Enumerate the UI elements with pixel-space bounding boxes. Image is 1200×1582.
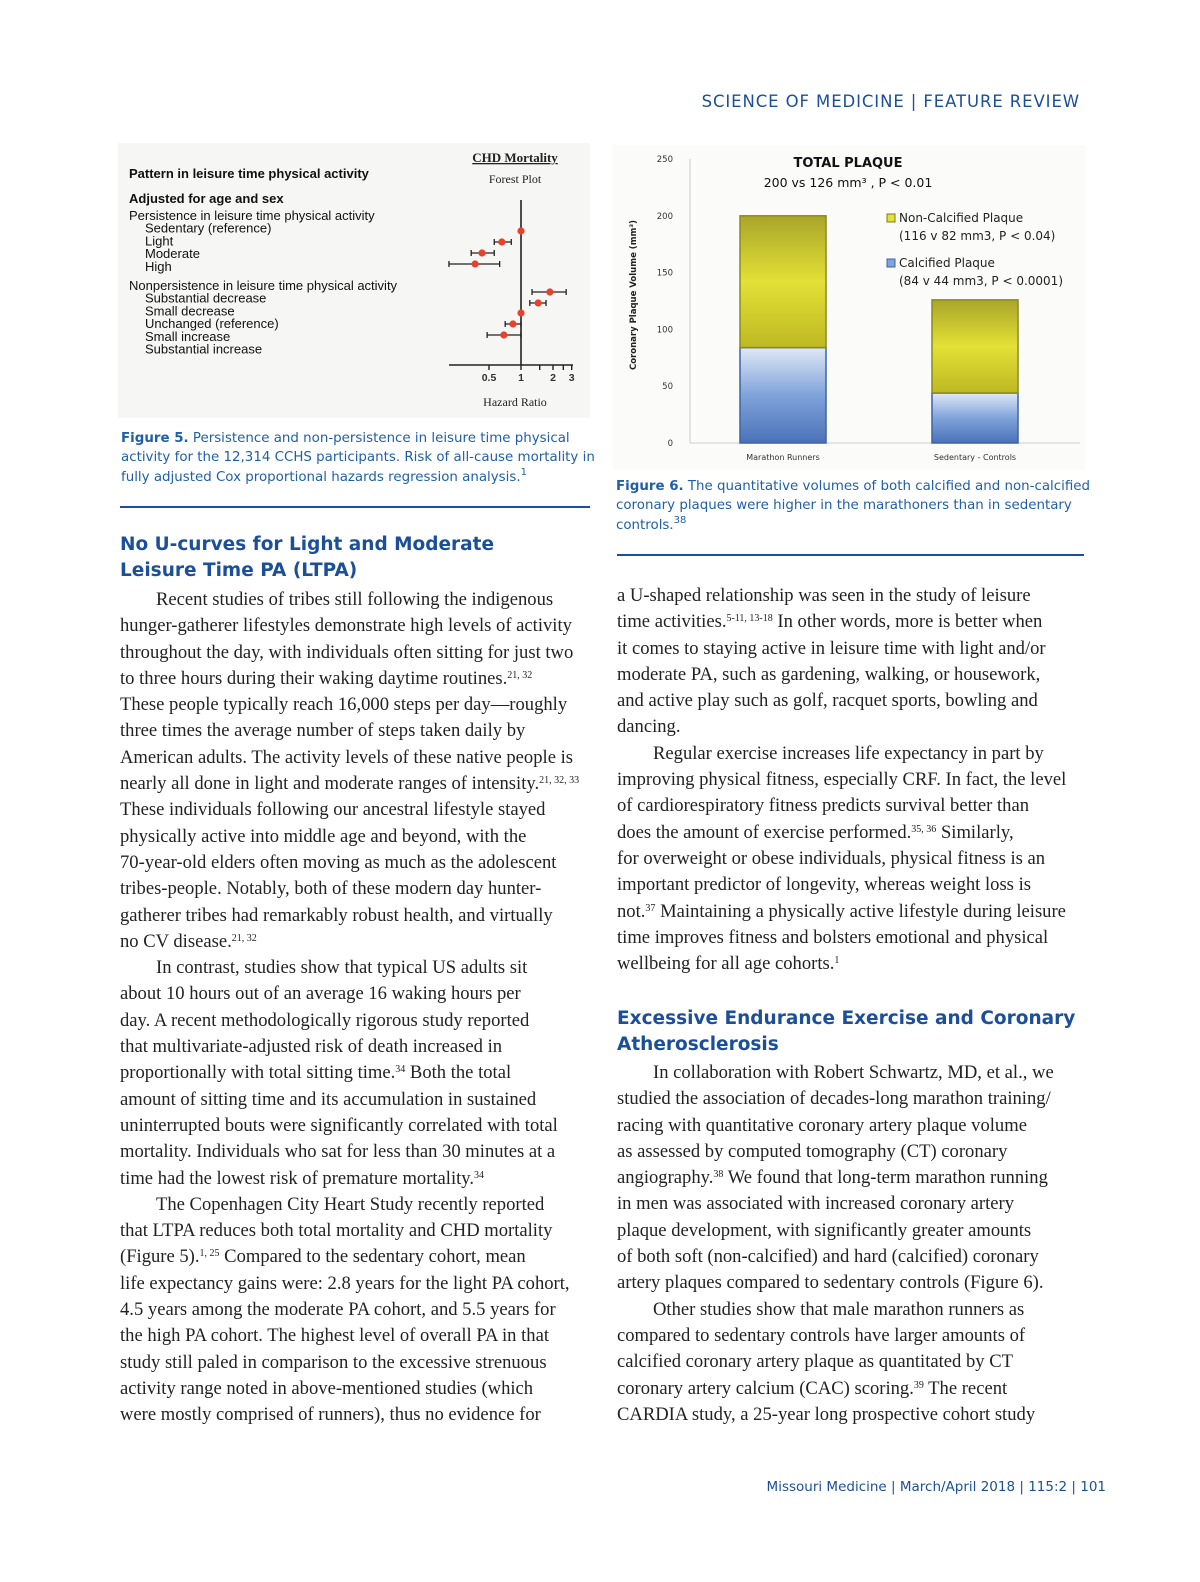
text-line: calcified coronary artery plaque as quantitated by CT [617, 1351, 1013, 1373]
text-line: physically active into middle age and beyond, with the [120, 825, 527, 847]
bar-segment [932, 393, 1018, 443]
caption-line: fully adjusted Cox proportional hazards regression analysis. [121, 469, 521, 485]
legend-swatch [887, 259, 895, 267]
bar-segment [740, 216, 826, 348]
heading-line: Leisure Time PA (LTPA) [120, 560, 358, 582]
citation: 39 [913, 1379, 924, 1391]
section-header: SCIENCE OF MEDICINE | FEATURE REVIEW [701, 92, 1080, 111]
text-line: proportionally with total sitting time.$^{34}$ Both the total [120, 1062, 512, 1084]
caption-label: Figure 6. [616, 479, 684, 494]
hazard-point [517, 309, 524, 316]
row-label: Light [145, 233, 174, 249]
section-label: Nonpersistence in leisure time physical activity [129, 278, 398, 293]
citation: 1, 25 [199, 1248, 220, 1260]
y-axis-label: Coronary Plaque Volume (mm³) [629, 219, 639, 371]
text-line: studied the association of decades-long marathon training/ [617, 1088, 1051, 1110]
citation: 1 [520, 466, 527, 478]
page-footer: Missouri Medicine | March/April 2018 | 115:2 | 101 [766, 1479, 1106, 1495]
text-line: Other studies show that male marathon runners as [653, 1298, 1025, 1320]
y-tick-label: 50 [662, 382, 673, 393]
text-line: mortality. Individuals who sat for less than 30 minutes at a [120, 1141, 556, 1163]
text-line: and active play such as golf, racquet sports, bowling and [617, 690, 1038, 712]
caption-line: The quantitative volumes of both calcified and non-calcified [683, 479, 1091, 494]
text-line: study still paled in comparison to the excessive strenuous [120, 1351, 547, 1373]
caption-line: coronary plaques were higher in the marathoners than in sedentary [616, 498, 1072, 514]
citation: 21, 32 [507, 669, 533, 681]
category-label: Marathon Runners [746, 453, 820, 462]
divider [617, 554, 1084, 556]
heading-line: No U-curves for Light and Moderate [120, 534, 495, 555]
citation: 1 [834, 955, 840, 967]
text-line: nearly all done in light and moderate ranges of intensity.$^{21, 32, 33}$ [120, 773, 580, 795]
paragraph [120, 1192, 579, 1429]
heading-line: Excessive Endurance Exercise and Coronary [617, 1008, 1076, 1029]
text-line: time had the lowest risk of premature mortality.$^{34}$ [120, 1167, 485, 1189]
x-tick-label: 2 [550, 372, 556, 384]
section-label: Persistence in leisure time physical activity [129, 208, 375, 223]
caption-line: controls. [616, 517, 674, 533]
hazard-point [509, 320, 516, 327]
paragraph [120, 587, 579, 955]
text-line: tribes-people. Notably, both of these modern day hunter- [120, 878, 542, 900]
row-label: Small decrease [145, 303, 235, 319]
legend-note: (116 v 82 mm3, P < 0.04) [899, 229, 1056, 243]
section-heading-ltpa [120, 532, 494, 585]
text-line: day. A recent methodologically rigorous study reported [120, 1009, 530, 1031]
citation: 21, 32, 33 [539, 775, 580, 787]
text-line: compared to sedentary controls have larger amounts of [617, 1324, 1026, 1346]
figure-5-caption [121, 429, 595, 487]
category-label: Sedentary - Controls [933, 453, 1017, 462]
y-tick-label: 200 [656, 211, 673, 222]
text-line: 4.5 years among the moderate PA cohort, and 5.5 years for [120, 1299, 556, 1321]
legend-label: Calcified Plaque [899, 256, 995, 270]
text-line: three times the average number of steps taken daily by [120, 720, 526, 742]
row-label: Moderate [145, 246, 200, 262]
chart-subtitle: Forest Plot [488, 172, 542, 186]
text-line: of cardiorespiratory fitness predicts survival better than [617, 795, 1030, 817]
hazard-point [546, 288, 553, 295]
text-line: plaque development, with significantly greater amounts [617, 1219, 1032, 1241]
bar-segment [932, 300, 1018, 393]
citation: 34 [474, 1169, 485, 1181]
chart-title: TOTAL PLAQUE [793, 156, 903, 171]
forest-plot-svg [118, 143, 590, 418]
citation: 35, 36 [911, 823, 937, 835]
text-line: angiography.$^{38}$ We found that long-term marathon running [617, 1167, 1048, 1189]
text-line: The Copenhagen City Heart Study recently reported [156, 1193, 545, 1215]
row-label: Substantial decrease [145, 290, 267, 306]
y-tick-label: 250 [656, 155, 673, 165]
row-label: Sedentary (reference) [145, 220, 272, 236]
text-line: American adults. The activity levels of these native people is [120, 746, 573, 768]
x-tick-label: 3 [568, 372, 575, 384]
legend-label: Non-Calcified Plaque [899, 211, 1024, 225]
text-line: These individuals following our ancestral lifestyle stayed [120, 799, 546, 821]
y-tick-label: 100 [656, 325, 673, 336]
right-column-body-top [617, 583, 1066, 977]
caption-line: activity for the 12,314 CCHS participants. Risk of all-cause mortality in [121, 450, 595, 466]
text-line: a U-shaped relationship was seen in the study of leisure [617, 585, 1031, 606]
text-line: Regular exercise increases life expectancy in part by [653, 742, 1044, 764]
text-line: improving physical fitness, especially CRF. In fact, the level [617, 769, 1067, 791]
text-line: uninterrupted bouts were significantly correlated with total [120, 1114, 558, 1136]
text-line: it comes to staying active in leisure time with light and/or [617, 637, 1046, 659]
text-line: to three hours during their waking daytime routines.$^{21, 32}$ [120, 667, 533, 689]
section-heading-endurance [617, 1006, 1075, 1059]
figure-6-bar-chart [613, 145, 1085, 470]
text-line: no CV disease.$^{21, 32}$ [120, 930, 257, 952]
text-line: time improves fitness and bolsters emotional and physical [617, 926, 1049, 948]
text-line: dancing. [617, 716, 681, 738]
right-column-body-bottom [617, 1060, 1054, 1428]
plaque-chart-svg [613, 145, 1085, 470]
text-line: about 10 hours out of an average 16 waking hours per [120, 983, 521, 1005]
group-header: Adjusted for age and sex [129, 191, 284, 206]
x-axis-label: Hazard Ratio [483, 395, 547, 409]
text-line: as assessed by computed tomography (CT) coronary [617, 1140, 1008, 1162]
text-line: CARDIA study, a 25-year long prospective cohort study [617, 1403, 1036, 1425]
hazard-point [500, 331, 507, 338]
divider [120, 506, 590, 508]
text-line: activity range noted in above-mentioned studies (which [120, 1377, 534, 1399]
chart-title: CHD Mortality [472, 150, 558, 165]
citation: 5-11, 13-18 [726, 613, 773, 625]
paragraph [617, 583, 1066, 741]
row-label: High [145, 258, 172, 274]
text-line: gatherer tribes had remarkably robust health, and virtually [120, 904, 553, 926]
text-line: that multivariate-adjusted risk of death increased in [120, 1036, 503, 1058]
text-line: hunger-gatherer lifestyles demonstrate high levels of activity [120, 615, 572, 637]
hazard-point [498, 238, 505, 245]
legend-swatch [887, 214, 895, 222]
text-line: of both soft (non-calcified) and hard (calcified) coronary [617, 1246, 1039, 1268]
citation: 21, 32 [231, 932, 257, 944]
paragraph [617, 741, 1066, 978]
text-line: In collaboration with Robert Schwartz, MD, et al., we [653, 1062, 1054, 1083]
chart-subtitle: 200 vs 126 mm³ , P < 0.01 [763, 175, 933, 190]
text-line: amount of sitting time and its accumulation in sustained [120, 1088, 537, 1110]
text-line: life expectancy gains were: 2.8 years for the light PA cohort, [120, 1272, 570, 1294]
text-line: were mostly comprised of runners), thus no evidence for [120, 1404, 541, 1426]
text-line: moderate PA, such as gardening, walking, or housework, [617, 663, 1041, 685]
text-line: throughout the day, with individuals often sitting for just two [120, 641, 574, 663]
text-line: coronary artery calcium (CAC) scoring.$^{39}$ The recent [617, 1377, 1008, 1399]
citation: 34 [395, 1064, 406, 1076]
text-line: These people typically reach 16,000 steps per day—roughly [120, 694, 568, 716]
text-line: in men was associated with increased coronary artery [617, 1193, 1015, 1215]
legend-note: (84 v 44 mm3, P < 0.0001) [899, 274, 1063, 288]
citation: 37 [645, 902, 656, 914]
text-line: for overweight or obese individuals, physical fitness is an [617, 847, 1046, 869]
text-line: 70-year-old elders often moving as much as the adolescent [120, 851, 557, 873]
y-tick-label: 0 [667, 439, 673, 449]
row-label: Substantial increase [145, 341, 263, 357]
figure-5-forest-plot [118, 143, 590, 418]
table-header: Pattern in leisure time physical activity [129, 166, 369, 181]
citation: 38 [713, 1169, 724, 1181]
citation: 38 [673, 514, 687, 526]
hazard-point [471, 260, 478, 267]
text-line: time activities.$^{5-11, 13-18}$ In other words, more is better when [617, 611, 1043, 633]
hazard-point [535, 299, 542, 306]
text-line: not.$^{37}$ Maintaining a physically active lifestyle during leisure [617, 900, 1066, 922]
text-line: artery plaques compared to sedentary controls (Figure 6). [617, 1272, 1044, 1294]
row-label: Small increase [145, 328, 231, 344]
figure-6-caption [616, 477, 1090, 535]
paragraph [120, 955, 579, 1192]
heading-line: Atherosclerosis [617, 1034, 779, 1056]
text-line: Recent studies of tribes still following the indigenous [156, 589, 554, 610]
x-tick-label: 1 [518, 372, 524, 384]
text-line: that LTPA reduces both total mortality and CHD mortality [120, 1220, 553, 1242]
left-column-body [120, 587, 579, 1429]
caption-line: Persistence and non-persistence in leisure time physical [188, 431, 570, 446]
x-tick-label: 0.5 [481, 372, 497, 384]
paragraph [617, 1297, 1054, 1428]
y-tick-label: 150 [656, 268, 673, 279]
bar-segment [740, 348, 826, 443]
caption-label: Figure 5. [121, 431, 189, 446]
text-line: wellbeing for all age cohorts.$^1$ [617, 953, 840, 975]
hazard-point [478, 249, 485, 256]
text-line: racing with quantitative coronary artery plaque volume [617, 1114, 1027, 1136]
hazard-point [517, 227, 524, 234]
text-line: (Figure 5).$^{1, 25}$ Compared to the sedentary cohort, mean [120, 1246, 526, 1268]
text-line: important predictor of longevity, whereas weight loss is [617, 874, 1031, 896]
text-line: does the amount of exercise performed.$^{35, 36}$ Similarly, [617, 821, 1014, 843]
text-line: In contrast, studies show that typical US adults sit [156, 957, 528, 979]
text-line: the high PA cohort. The highest level of overall PA in that [120, 1325, 549, 1347]
row-label: Unchanged (reference) [145, 316, 279, 332]
paragraph [617, 1060, 1054, 1297]
